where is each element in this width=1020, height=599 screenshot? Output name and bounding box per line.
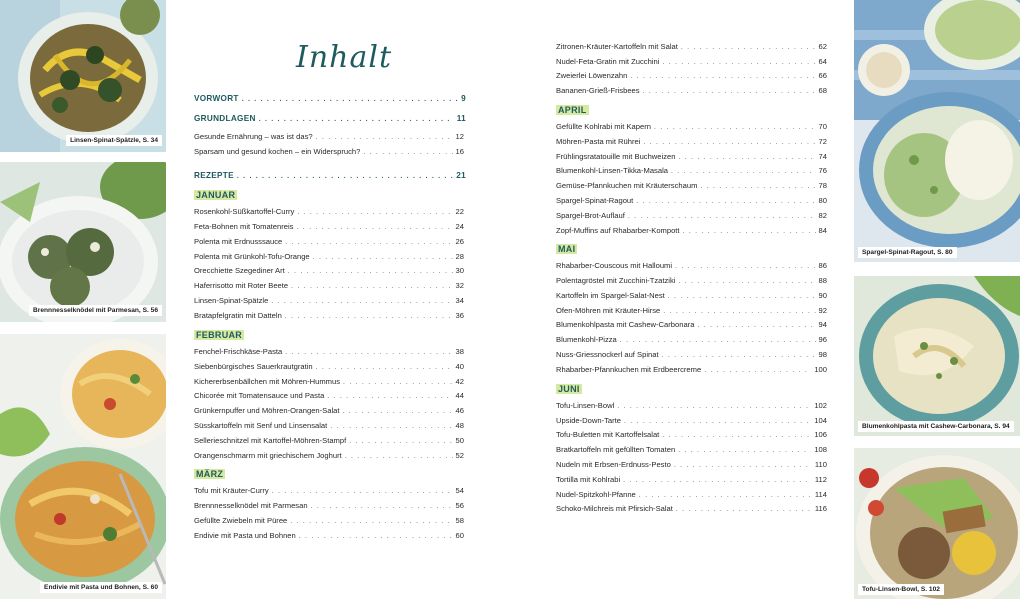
toc-entry[interactable] [556,122,827,131]
entry-label: Tortilla mit Kohlrabi [556,475,621,484]
entry-label: REZEPTE [194,171,234,180]
toc-entry[interactable] [194,222,464,231]
entry-label: Zweierlei Löwenzahn [556,71,628,80]
photo-endivie-pasta [0,334,166,599]
toc-entry[interactable] [556,291,827,300]
entry-page: 62 [818,42,827,51]
entry-page: 42 [455,377,464,386]
toc-entry[interactable] [556,416,827,425]
toc-entry[interactable] [556,71,827,80]
entry-label: Rhabarber-Pfannkuchen mit Erdbeercreme [556,365,702,374]
entry-page: 108 [814,445,827,454]
photo-caption: Blumenkohlpasta mit Cashew-Carbonara, S. 94 [858,421,1014,432]
entry-label: Bananen-Grieß-Frisbees [556,86,640,95]
entry-page: 32 [455,281,464,290]
entry-page: 36 [455,311,464,320]
toc-entry[interactable] [556,226,827,235]
toc-right-column [556,0,827,599]
entry-label: Zitronen-Kräuter-Kartoffeln mit Salat [556,42,678,51]
toc-entry[interactable] [556,306,827,315]
entry-label: Rosenkohl-Süßkartoffel-Curry [194,207,295,216]
photo-blumenkohlpasta [854,276,1020,436]
entry-page: 112 [814,475,827,484]
entry-page: 52 [455,451,464,460]
entry-page: 26 [455,237,464,246]
toc-entry[interactable] [194,252,464,261]
toc-entry[interactable] [556,475,827,484]
toc-entry[interactable] [556,504,827,513]
entry-page: 114 [814,490,827,499]
entry-label: Orangenschmarrn mit griechischem Joghurt [194,451,342,460]
entry-label: Rhabarber-Couscous mit Halloumi [556,261,673,270]
toc-entry[interactable] [556,57,827,66]
entry-page: 90 [818,291,827,300]
entry-page: 66 [818,71,827,80]
toc-entry[interactable] [556,445,827,454]
toc-entry[interactable] [194,516,464,525]
entry-label: Sellerieschnitzel mit Kartoffel-Möhren-Stampf [194,436,347,445]
entry-label: Upside-Down-Tarte [556,416,621,425]
entry-page: 54 [455,486,464,495]
entry-label: Chicorée mit Tomatensauce und Pasta [194,391,325,400]
toc-entry-rezepte[interactable] [194,171,466,180]
toc-entry-vorwort[interactable] [194,94,466,103]
entry-page: 80 [818,196,827,205]
toc-entry[interactable] [556,335,827,344]
entry-label: Grünkernpuffer und Möhren-Orangen-Salat [194,406,340,415]
entry-page: 11 [456,114,466,123]
toc-entry[interactable] [556,490,827,499]
toc-entry[interactable] [556,460,827,469]
toc-entry[interactable] [194,362,464,371]
entry-label: Zopf-Muffins auf Rhabarber-Kompott [556,226,680,235]
entry-label: Blumenkohlpasta mit Cashew-Carbonara [556,320,695,329]
entry-label: Gefüllte Kohlrabi mit Kapern [556,122,651,131]
entry-label: Schoko-Milchreis mit Pfirsich-Salat [556,504,673,513]
toc-entry[interactable] [194,406,464,415]
entry-page: 22 [455,207,464,216]
toc-entry[interactable] [194,486,464,495]
toc-entry[interactable] [194,377,464,386]
entry-label: Nudeln mit Erbsen-Erdnuss-Pesto [556,460,671,469]
toc-entry-grundlagen[interactable] [194,114,466,123]
page-title: Inhalt [296,40,393,75]
entry-page: 92 [818,306,827,315]
entry-page: 44 [455,391,464,400]
entry-page: 94 [818,320,827,329]
toc-entry[interactable] [556,350,827,359]
entry-page: 21 [456,171,466,180]
entry-label: VORWORT [194,94,239,103]
entry-label: Sparsam und gesund kochen – ein Widerspruch? [194,147,361,156]
toc-entry[interactable] [194,296,464,305]
entry-page: 34 [455,296,464,305]
toc-entry[interactable] [556,86,827,95]
entry-label: Blumenkohl-Linsen-Tikka-Masala [556,166,668,175]
entry-label: Kartoffeln im Spargel-Salat-Nest [556,291,665,300]
photo-linsen-spinat-spaetzle [0,0,166,152]
entry-page: 58 [455,516,464,525]
toc-entry[interactable] [194,391,464,400]
toc-entry[interactable] [556,152,827,161]
entry-label: Spargel-Brot-Auflauf [556,211,625,220]
month-heading-januar: JANUAR [196,190,236,200]
toc-entry[interactable] [556,181,827,190]
entry-label: Gefüllte Zwiebeln mit Püree [194,516,288,525]
toc-entry[interactable] [556,42,827,51]
entry-label: Bratkartoffeln mit gefüllten Tomaten [556,445,676,454]
toc-entry[interactable] [556,137,827,146]
entry-page: 100 [814,365,827,374]
entry-page: 16 [455,147,464,156]
entry-page: 9 [461,94,466,103]
entry-label: Möhren-Pasta mit Rührei [556,137,641,146]
entry-page: 98 [818,350,827,359]
photo-brennnesselknoedel [0,162,166,322]
photo-caption: Brennnesselknödel mit Parmesan, S. 56 [29,305,162,316]
photo-caption: Endivie mit Pasta und Bohnen, S. 60 [40,582,162,593]
toc-entry[interactable] [556,211,827,220]
entry-page: 102 [814,401,827,410]
entry-label: Polenta mit Erdnusssauce [194,237,283,246]
entry-label: Blumenkohl-Pizza [556,335,617,344]
month-heading-april: APRIL [558,105,587,115]
toc-entry[interactable] [194,451,464,460]
entry-page: 12 [455,132,464,141]
entry-label: Haferrisotto mit Roter Beete [194,281,289,290]
toc-entry[interactable] [194,207,464,216]
entry-label: Endivie mit Pasta und Bohnen [194,531,296,540]
entry-page: 50 [455,436,464,445]
entry-label: Polenta mit Grünkohl-Tofu-Orange [194,252,310,261]
toc-entry[interactable] [194,436,464,445]
entry-label: Bratapfelgratin mit Datteln [194,311,282,320]
entry-page: 110 [814,460,827,469]
photo-caption: Tofu-Linsen-Bowl, S. 102 [858,584,944,595]
photo-spargel-spinat-ragout [854,0,1020,262]
entry-page: 70 [818,122,827,131]
toc-entry[interactable] [556,365,827,374]
entry-label: Kichererbsenbällchen mit Möhren-Hummus [194,377,341,386]
entry-page: 30 [455,266,464,275]
month-heading-februar: FEBRUAR [196,330,243,340]
toc-entry[interactable] [194,421,464,430]
toc-entry[interactable] [194,266,464,275]
toc-entry[interactable] [194,501,464,510]
entry-page: 74 [818,152,827,161]
photo-caption: Linsen-Spinat-Spätzle, S. 34 [66,135,162,146]
entry-label: Polentagröstel mit Zucchini-Tzatziki [556,276,676,285]
toc-entry[interactable] [556,430,827,439]
toc-entry[interactable] [194,531,464,540]
entry-page: 64 [818,57,827,66]
entry-label: Tofu-Buletten mit Kartoffelsalat [556,430,660,439]
toc-entry[interactable] [556,401,827,410]
toc-entry[interactable] [556,166,827,175]
entry-label: Süsskartoffeln mit Senf und Linsensalat [194,421,328,430]
entry-page: 104 [814,416,827,425]
entry-label: GRUNDLAGEN [194,114,256,123]
toc-entry[interactable] [194,237,464,246]
toc-entry[interactable] [194,347,464,356]
month-heading-maerz: MÄRZ [196,469,224,479]
entry-label: Fenchel-Frischkäse-Pasta [194,347,283,356]
toc-entry[interactable] [194,147,464,156]
toc-left-column [194,0,466,599]
entry-page: 24 [455,222,464,231]
entry-label: Tofu mit Kräuter-Curry [194,486,269,495]
entry-page: 40 [455,362,464,371]
entry-label: Linsen-Spinat-Spätzle [194,296,269,305]
toc-entry[interactable] [556,196,827,205]
entry-label: Nudel-Feta-Gratin mit Zucchini [556,57,660,66]
entry-label: Siebenbürgisches Sauerkrautgratin [194,362,313,371]
entry-label: Nudel-Spitzkohl-Pfanne [556,490,636,499]
entry-page: 60 [455,531,464,540]
entry-label: Brennnesselknödel mit Parmesan [194,501,308,510]
entry-page: 76 [818,166,827,175]
entry-label: Frühlingsratatouille mit Buchweizen [556,152,676,161]
entry-page: 96 [818,335,827,344]
photo-caption: Spargel-Spinat-Ragout, S. 80 [858,247,957,258]
toc-entry[interactable] [556,276,827,285]
entry-page: 116 [814,504,827,513]
toc-entry[interactable] [194,311,464,320]
entry-page: 106 [814,430,827,439]
entry-page: 78 [818,181,827,190]
month-heading-mai: MAI [558,244,576,254]
entry-page: 72 [818,137,827,146]
entry-label: Tofu-Linsen-Bowl [556,401,615,410]
entry-label: Spargel-Spinat-Ragout [556,196,634,205]
month-heading-juni: JUNI [558,384,580,394]
entry-page: 68 [818,86,827,95]
entry-page: 56 [455,501,464,510]
toc-entry[interactable] [556,261,827,270]
entry-label: Ofen-Möhren mit Kräuter-Hirse [556,306,661,315]
entry-label: Orecchiette Szegediner Art [194,266,285,275]
entry-page: 46 [455,406,464,415]
entry-label: Feta-Bohnen mit Tomatenreis [194,222,294,231]
entry-label: Gemüse-Pfannkuchen mit Kräuterschaum [556,181,698,190]
entry-page: 82 [818,211,827,220]
toc-entry[interactable] [194,132,464,141]
toc-entry[interactable] [194,281,464,290]
entry-page: 28 [455,252,464,261]
entry-page: 88 [818,276,827,285]
entry-label: Gesunde Ernährung – was ist das? [194,132,313,141]
photo-tofu-linsen-bowl [854,448,1020,599]
entry-page: 38 [455,347,464,356]
toc-entry[interactable] [556,320,827,329]
entry-page: 84 [818,226,827,235]
entry-page: 48 [455,421,464,430]
entry-page: 86 [818,261,827,270]
entry-label: Nuss-Griessnockerl auf Spinat [556,350,659,359]
